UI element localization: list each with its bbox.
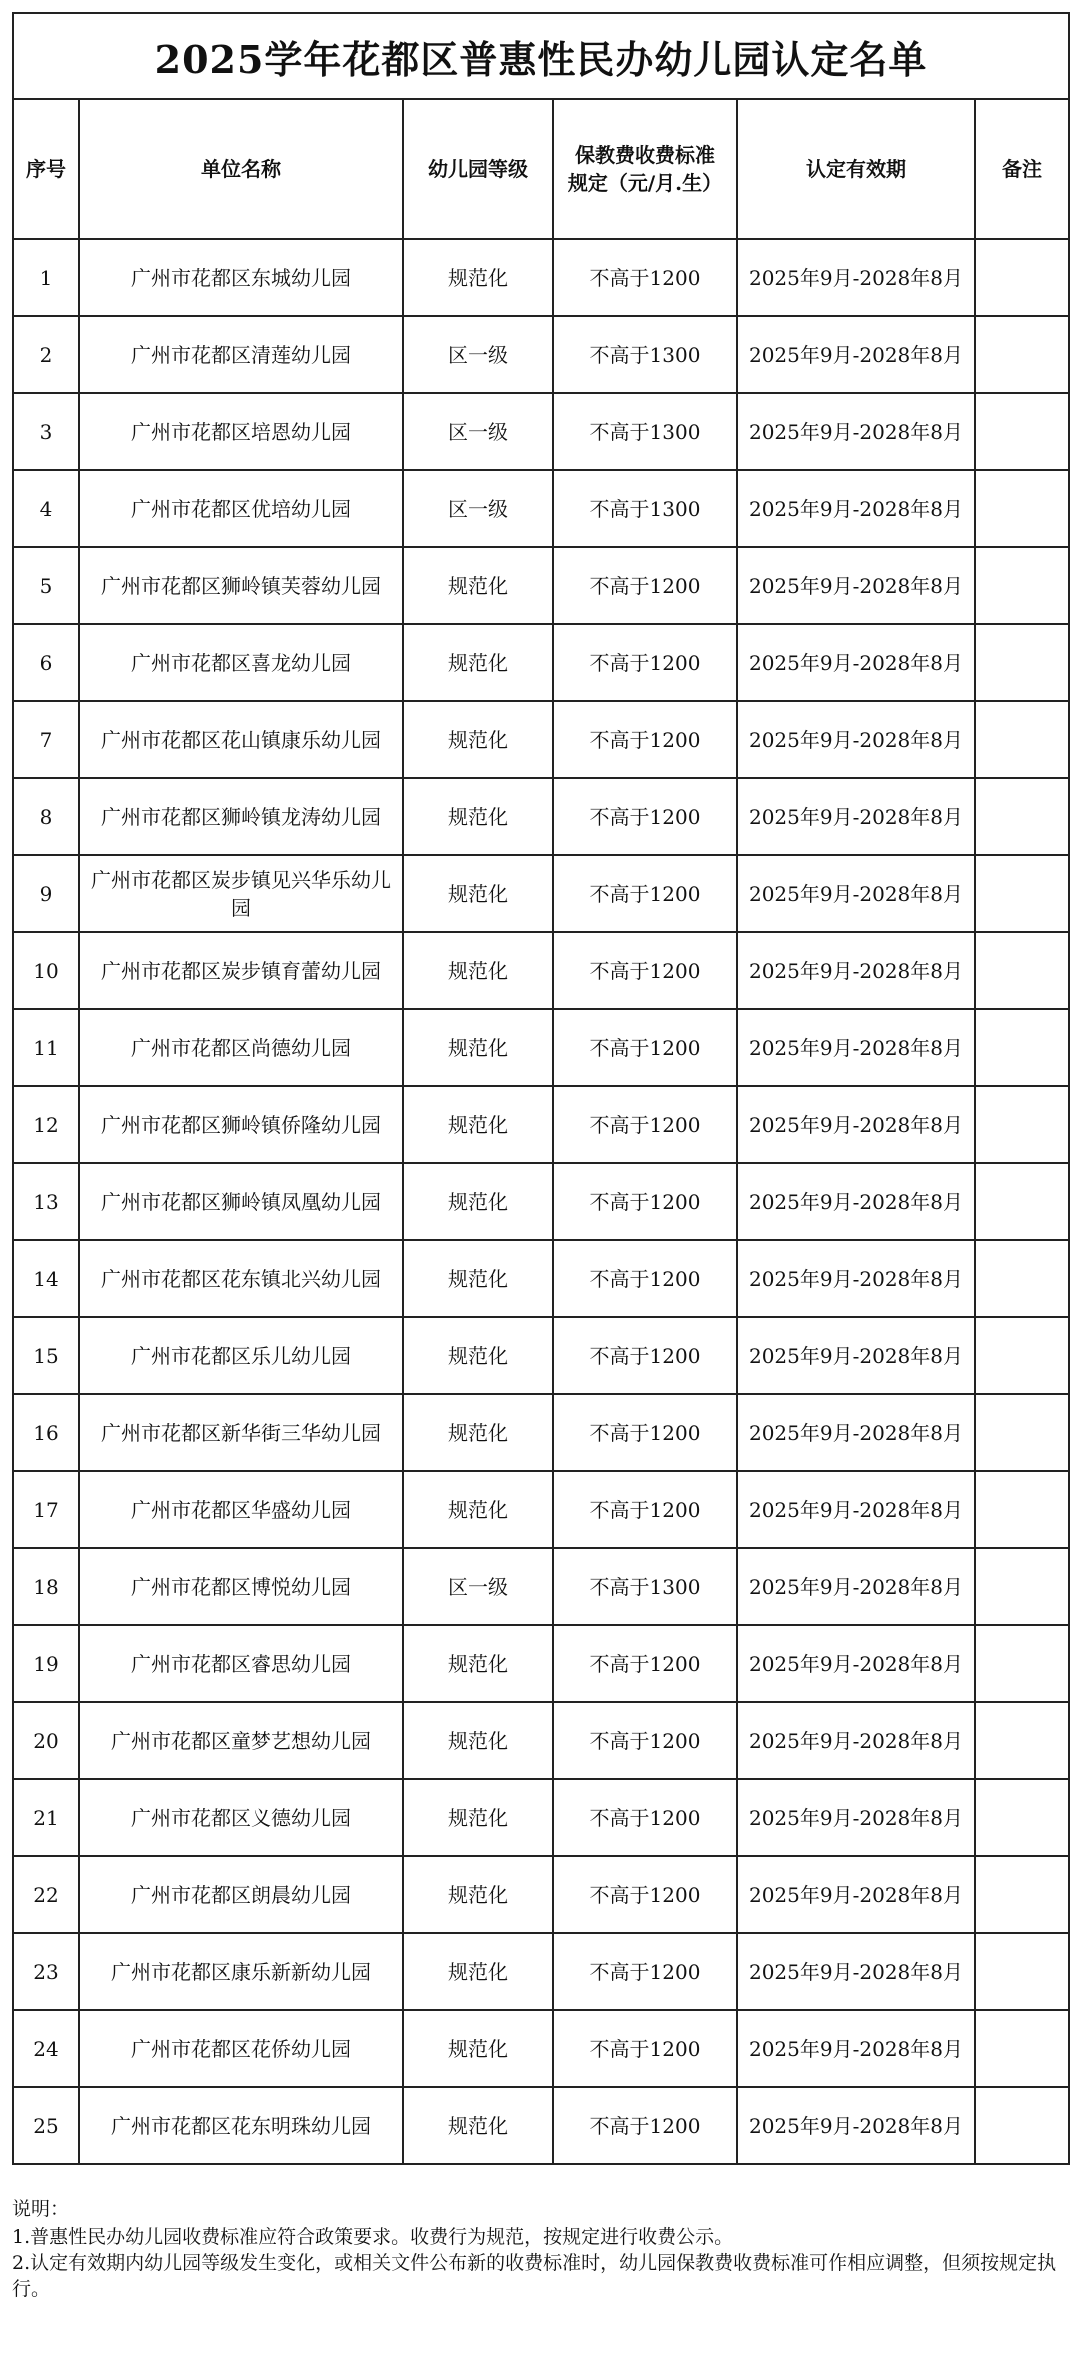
cell-name: 广州市花都区炭步镇育蕾幼儿园	[79, 932, 403, 1009]
cell-period: 2025年9月-2028年8月	[737, 1240, 975, 1317]
cell-level: 规范化	[403, 2010, 553, 2087]
cell-fee: 不高于1300	[553, 470, 737, 547]
cell-level: 规范化	[403, 2087, 553, 2164]
cell-name: 广州市花都区博悦幼儿园	[79, 1548, 403, 1625]
cell-remark	[975, 2087, 1069, 2164]
table-row	[13, 1471, 1069, 1548]
cell-fee: 不高于1200	[553, 624, 737, 701]
cell-remark	[975, 1394, 1069, 1471]
cell-name: 广州市花都区东城幼儿园	[79, 239, 403, 316]
cell-seq: 9	[13, 855, 79, 932]
cell-period: 2025年9月-2028年8月	[737, 1394, 975, 1471]
cell-fee: 不高于1200	[553, 1163, 737, 1240]
cell-seq: 25	[13, 2087, 79, 2164]
cell-remark	[975, 1933, 1069, 2010]
cell-seq: 1	[13, 239, 79, 316]
cell-period: 2025年9月-2028年8月	[737, 1163, 975, 1240]
cell-period: 2025年9月-2028年8月	[737, 855, 975, 932]
cell-fee: 不高于1200	[553, 932, 737, 1009]
cell-name: 广州市花都区尚德幼儿园	[79, 1009, 403, 1086]
cell-period: 2025年9月-2028年8月	[737, 1009, 975, 1086]
cell-level: 规范化	[403, 239, 553, 316]
table-row	[13, 1625, 1069, 1702]
cell-seq: 16	[13, 1394, 79, 1471]
title-row	[13, 13, 1069, 99]
cell-level: 规范化	[403, 778, 553, 855]
cell-name: 广州市花都区喜龙幼儿园	[79, 624, 403, 701]
cell-seq: 5	[13, 547, 79, 624]
table-row	[13, 778, 1069, 855]
header-row	[13, 99, 1069, 239]
cell-level: 规范化	[403, 624, 553, 701]
table-row	[13, 1702, 1069, 1779]
cell-seq: 11	[13, 1009, 79, 1086]
cell-level: 规范化	[403, 547, 553, 624]
note-item-2: 2.认定有效期内幼儿园等级发生变化，或相关文件公布新的收费标准时，幼儿园保教费收费标准可作相应调整，但须按规定执行。	[12, 2252, 1057, 2300]
table-row	[13, 1317, 1069, 1394]
header-fee: 保教费收费标准规定（元/月.生）	[553, 99, 737, 239]
cell-name: 广州市花都区童梦艺想幼儿园	[79, 1702, 403, 1779]
cell-name: 广州市花都区新华街三华幼儿园	[79, 1394, 403, 1471]
cell-seq: 17	[13, 1471, 79, 1548]
cell-name: 广州市花都区花侨幼儿园	[79, 2010, 403, 2087]
cell-name: 广州市花都区优培幼儿园	[79, 470, 403, 547]
cell-name: 广州市花都区朗晨幼儿园	[79, 1856, 403, 1933]
cell-seq: 2	[13, 316, 79, 393]
kindergarten-table	[12, 12, 1070, 2165]
cell-name: 广州市花都区花东镇北兴幼儿园	[79, 1240, 403, 1317]
cell-level: 规范化	[403, 701, 553, 778]
cell-name: 广州市花都区狮岭镇芙蓉幼儿园	[79, 547, 403, 624]
cell-period: 2025年9月-2028年8月	[737, 316, 975, 393]
header-seq: 序号	[13, 99, 79, 239]
cell-level: 规范化	[403, 1702, 553, 1779]
document-title: 2025学年花都区普惠性民办幼儿园认定名单	[13, 13, 1069, 99]
cell-seq: 21	[13, 1779, 79, 1856]
notes-section	[12, 2196, 1068, 2302]
cell-period: 2025年9月-2028年8月	[737, 1625, 975, 1702]
cell-level: 规范化	[403, 1163, 553, 1240]
table-row	[13, 932, 1069, 1009]
cell-seq: 24	[13, 2010, 79, 2087]
kindergarten-list-sheet	[12, 12, 1068, 2180]
cell-fee: 不高于1300	[553, 393, 737, 470]
cell-fee: 不高于1200	[553, 547, 737, 624]
table-row	[13, 1933, 1069, 2010]
table-row	[13, 1009, 1069, 1086]
cell-level: 规范化	[403, 855, 553, 932]
table-row	[13, 855, 1069, 932]
cell-fee: 不高于1200	[553, 1702, 737, 1779]
table-row	[13, 316, 1069, 393]
cell-remark	[975, 1702, 1069, 1779]
cell-level: 规范化	[403, 1394, 553, 1471]
cell-name: 广州市花都区睿思幼儿园	[79, 1625, 403, 1702]
table-row	[13, 1086, 1069, 1163]
cell-fee: 不高于1200	[553, 239, 737, 316]
header-name: 单位名称	[79, 99, 403, 239]
cell-name: 广州市花都区康乐新新幼儿园	[79, 1933, 403, 2010]
table-row	[13, 2087, 1069, 2164]
cell-remark	[975, 855, 1069, 932]
cell-period: 2025年9月-2028年8月	[737, 239, 975, 316]
cell-fee: 不高于1200	[553, 701, 737, 778]
cell-period: 2025年9月-2028年8月	[737, 624, 975, 701]
cell-name: 广州市花都区花山镇康乐幼儿园	[79, 701, 403, 778]
cell-level: 区一级	[403, 1548, 553, 1625]
table-row	[13, 1240, 1069, 1317]
cell-remark	[975, 932, 1069, 1009]
header-level: 幼儿园等级	[403, 99, 553, 239]
cell-period: 2025年9月-2028年8月	[737, 1548, 975, 1625]
cell-seq: 6	[13, 624, 79, 701]
cell-period: 2025年9月-2028年8月	[737, 1702, 975, 1779]
cell-remark	[975, 1471, 1069, 1548]
cell-level: 规范化	[403, 1317, 553, 1394]
cell-level: 规范化	[403, 1240, 553, 1317]
cell-fee: 不高于1200	[553, 855, 737, 932]
table-row	[13, 1856, 1069, 1933]
cell-remark	[975, 239, 1069, 316]
cell-seq: 20	[13, 1702, 79, 1779]
cell-fee: 不高于1200	[553, 1779, 737, 1856]
cell-level: 规范化	[403, 1933, 553, 2010]
cell-seq: 3	[13, 393, 79, 470]
cell-fee: 不高于1200	[553, 1240, 737, 1317]
cell-period: 2025年9月-2028年8月	[737, 1471, 975, 1548]
cell-remark	[975, 624, 1069, 701]
cell-remark	[975, 1086, 1069, 1163]
cell-seq: 8	[13, 778, 79, 855]
cell-seq: 14	[13, 1240, 79, 1317]
cell-period: 2025年9月-2028年8月	[737, 1317, 975, 1394]
cell-period: 2025年9月-2028年8月	[737, 1086, 975, 1163]
cell-remark	[975, 1317, 1069, 1394]
cell-period: 2025年9月-2028年8月	[737, 1933, 975, 2010]
cell-name: 广州市花都区乐儿幼儿园	[79, 1317, 403, 1394]
cell-period: 2025年9月-2028年8月	[737, 1779, 975, 1856]
table-row	[13, 624, 1069, 701]
cell-remark	[975, 1548, 1069, 1625]
cell-seq: 7	[13, 701, 79, 778]
cell-remark	[975, 1009, 1069, 1086]
cell-remark	[975, 470, 1069, 547]
cell-level: 规范化	[403, 1856, 553, 1933]
cell-fee: 不高于1200	[553, 1625, 737, 1702]
cell-seq: 10	[13, 932, 79, 1009]
cell-seq: 19	[13, 1625, 79, 1702]
cell-level: 规范化	[403, 1471, 553, 1548]
cell-name: 广州市花都区华盛幼儿园	[79, 1471, 403, 1548]
cell-remark	[975, 1240, 1069, 1317]
cell-remark	[975, 701, 1069, 778]
cell-level: 规范化	[403, 1779, 553, 1856]
cell-level: 区一级	[403, 393, 553, 470]
cell-seq: 23	[13, 1933, 79, 2010]
cell-period: 2025年9月-2028年8月	[737, 701, 975, 778]
cell-fee: 不高于1200	[553, 2010, 737, 2087]
table-row	[13, 1163, 1069, 1240]
cell-seq: 18	[13, 1548, 79, 1625]
cell-remark	[975, 1779, 1069, 1856]
cell-period: 2025年9月-2028年8月	[737, 778, 975, 855]
table-row	[13, 470, 1069, 547]
cell-fee: 不高于1200	[553, 1394, 737, 1471]
cell-period: 2025年9月-2028年8月	[737, 470, 975, 547]
cell-period: 2025年9月-2028年8月	[737, 2010, 975, 2087]
cell-fee: 不高于1200	[553, 1856, 737, 1933]
cell-period: 2025年9月-2028年8月	[737, 1856, 975, 1933]
cell-name: 广州市花都区花东明珠幼儿园	[79, 2087, 403, 2164]
cell-period: 2025年9月-2028年8月	[737, 932, 975, 1009]
cell-level: 区一级	[403, 316, 553, 393]
cell-period: 2025年9月-2028年8月	[737, 393, 975, 470]
cell-seq: 15	[13, 1317, 79, 1394]
cell-remark	[975, 393, 1069, 470]
cell-level: 规范化	[403, 932, 553, 1009]
table-row	[13, 1779, 1069, 1856]
cell-seq: 13	[13, 1163, 79, 1240]
notes-label: 说明：	[12, 2198, 70, 2220]
cell-name: 广州市花都区炭步镇见兴华乐幼儿园	[79, 855, 403, 932]
table-row	[13, 239, 1069, 316]
cell-name: 广州市花都区培恩幼儿园	[79, 393, 403, 470]
cell-period: 2025年9月-2028年8月	[737, 547, 975, 624]
table-row	[13, 701, 1069, 778]
cell-fee: 不高于1200	[553, 1009, 737, 1086]
cell-fee: 不高于1200	[553, 1471, 737, 1548]
table-row	[13, 2010, 1069, 2087]
table-row	[13, 393, 1069, 470]
cell-fee: 不高于1200	[553, 1086, 737, 1163]
cell-fee: 不高于1200	[553, 778, 737, 855]
cell-seq: 22	[13, 1856, 79, 1933]
cell-remark	[975, 547, 1069, 624]
cell-remark	[975, 316, 1069, 393]
cell-name: 广州市花都区狮岭镇龙涛幼儿园	[79, 778, 403, 855]
cell-fee: 不高于1300	[553, 1548, 737, 1625]
cell-fee: 不高于1200	[553, 1933, 737, 2010]
cell-level: 区一级	[403, 470, 553, 547]
cell-remark	[975, 778, 1069, 855]
cell-name: 广州市花都区狮岭镇侨隆幼儿园	[79, 1086, 403, 1163]
cell-seq: 4	[13, 470, 79, 547]
table-row	[13, 1394, 1069, 1471]
cell-period: 2025年9月-2028年8月	[737, 2087, 975, 2164]
cell-name: 广州市花都区义德幼儿园	[79, 1779, 403, 1856]
cell-remark	[975, 2010, 1069, 2087]
cell-remark	[975, 1856, 1069, 1933]
header-period: 认定有效期	[737, 99, 975, 239]
note-item-1: 1.普惠性民办幼儿园收费标准应符合政策要求。收费行为规范，按规定进行收费公示。	[12, 2226, 734, 2248]
cell-fee: 不高于1200	[553, 2087, 737, 2164]
header-remark: 备注	[975, 99, 1069, 239]
cell-remark	[975, 1625, 1069, 1702]
cell-level: 规范化	[403, 1086, 553, 1163]
cell-fee: 不高于1200	[553, 1317, 737, 1394]
cell-name: 广州市花都区狮岭镇凤凰幼儿园	[79, 1163, 403, 1240]
table-row	[13, 547, 1069, 624]
cell-fee: 不高于1300	[553, 316, 737, 393]
table-row	[13, 1548, 1069, 1625]
cell-level: 规范化	[403, 1625, 553, 1702]
cell-seq: 12	[13, 1086, 79, 1163]
cell-level: 规范化	[403, 1009, 553, 1086]
cell-name: 广州市花都区清莲幼儿园	[79, 316, 403, 393]
cell-remark	[975, 1163, 1069, 1240]
